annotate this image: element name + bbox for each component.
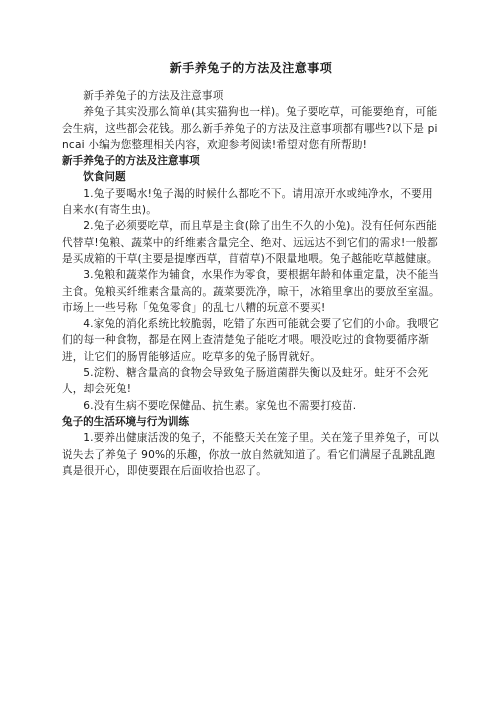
diet-item-5: 5.淀粉、糖含量高的食物会导致兔子肠道菌群失衡以及蛀牙。蛀牙不会死人，却会死兔!	[62, 367, 429, 396]
diet-heading: 饮食问题	[83, 171, 126, 184]
intro-paragraph: 养兔子其实没那么简单(其实猫狗也一样)。兔子要吃草，可能要绝育，可能会生病，这些都会花钱。那么新手养兔子的方法及注意事项都有哪些?以下是 pincai 小编为您整理相关内容，欢迎参考阅读!希望对您有所帮助!	[62, 106, 438, 151]
diet-item-2: 2.兔子必须要吃草，而且草是主食(除了出生不久的小兔)。没有任何东西能代替草!兔粮、蔬菜中的纤维素含量完全、绝对、远远达不到它们的需求!一般都是买成箱的干草(主要是提摩西草，苜蓿草)不限量地喂。兔子越能吃草越健康。	[62, 220, 438, 265]
diet-item-6: 6.没有生病不要吃保健品、抗生素。家兔也不需要打疫苗.	[83, 399, 357, 412]
section-heading: 新手养兔子的方法及注意事项	[62, 155, 200, 168]
intro-title-line: 新手养兔子的方法及注意事项	[83, 90, 224, 102]
document-title: 新手养兔子的方法及注意事项	[169, 61, 333, 75]
environment-heading: 兔子的生活环境与行为训练	[62, 415, 190, 428]
diet-item-1: 1.兔子要喝水!兔子渴的时候什么都吃不下。请用凉开水或纯净水，不要用自来水(有寄生虫)。	[62, 187, 433, 217]
environment-item-1: 1.要养出健康活泼的兔子，不能整天关在笼子里。关在笼子里养兔子，可以说失去了养兔子 90%的乐趣，你放一放自然就知道了。看它们满屋子乱跳乱跑真是很开心，即使要跟在后面收拾也忍了。	[62, 432, 440, 477]
diet-item-3: 3.兔粮和蔬菜作为辅食，水果作为零食，要根据年龄和体重定量，决不能当主食。兔粮买纤维素含量高的。蔬菜要洗净，晾干，冰箱里拿出的要放至室温。市场上一些号称「兔兔零食」的乱七八糟的玩意不要买!	[62, 269, 440, 314]
diet-item-4: 4.家兔的消化系统比较脆弱，吃错了东西可能就会要了它们的小命。我喂它们的每一种食物，都是在网上查清楚兔子能吃才喂。喂没吃过的食物要循序渐进，让它们的肠胃能够适应。吃草多的兔子肠胃就好。	[62, 318, 440, 363]
document-page	[62, 60, 440, 479]
